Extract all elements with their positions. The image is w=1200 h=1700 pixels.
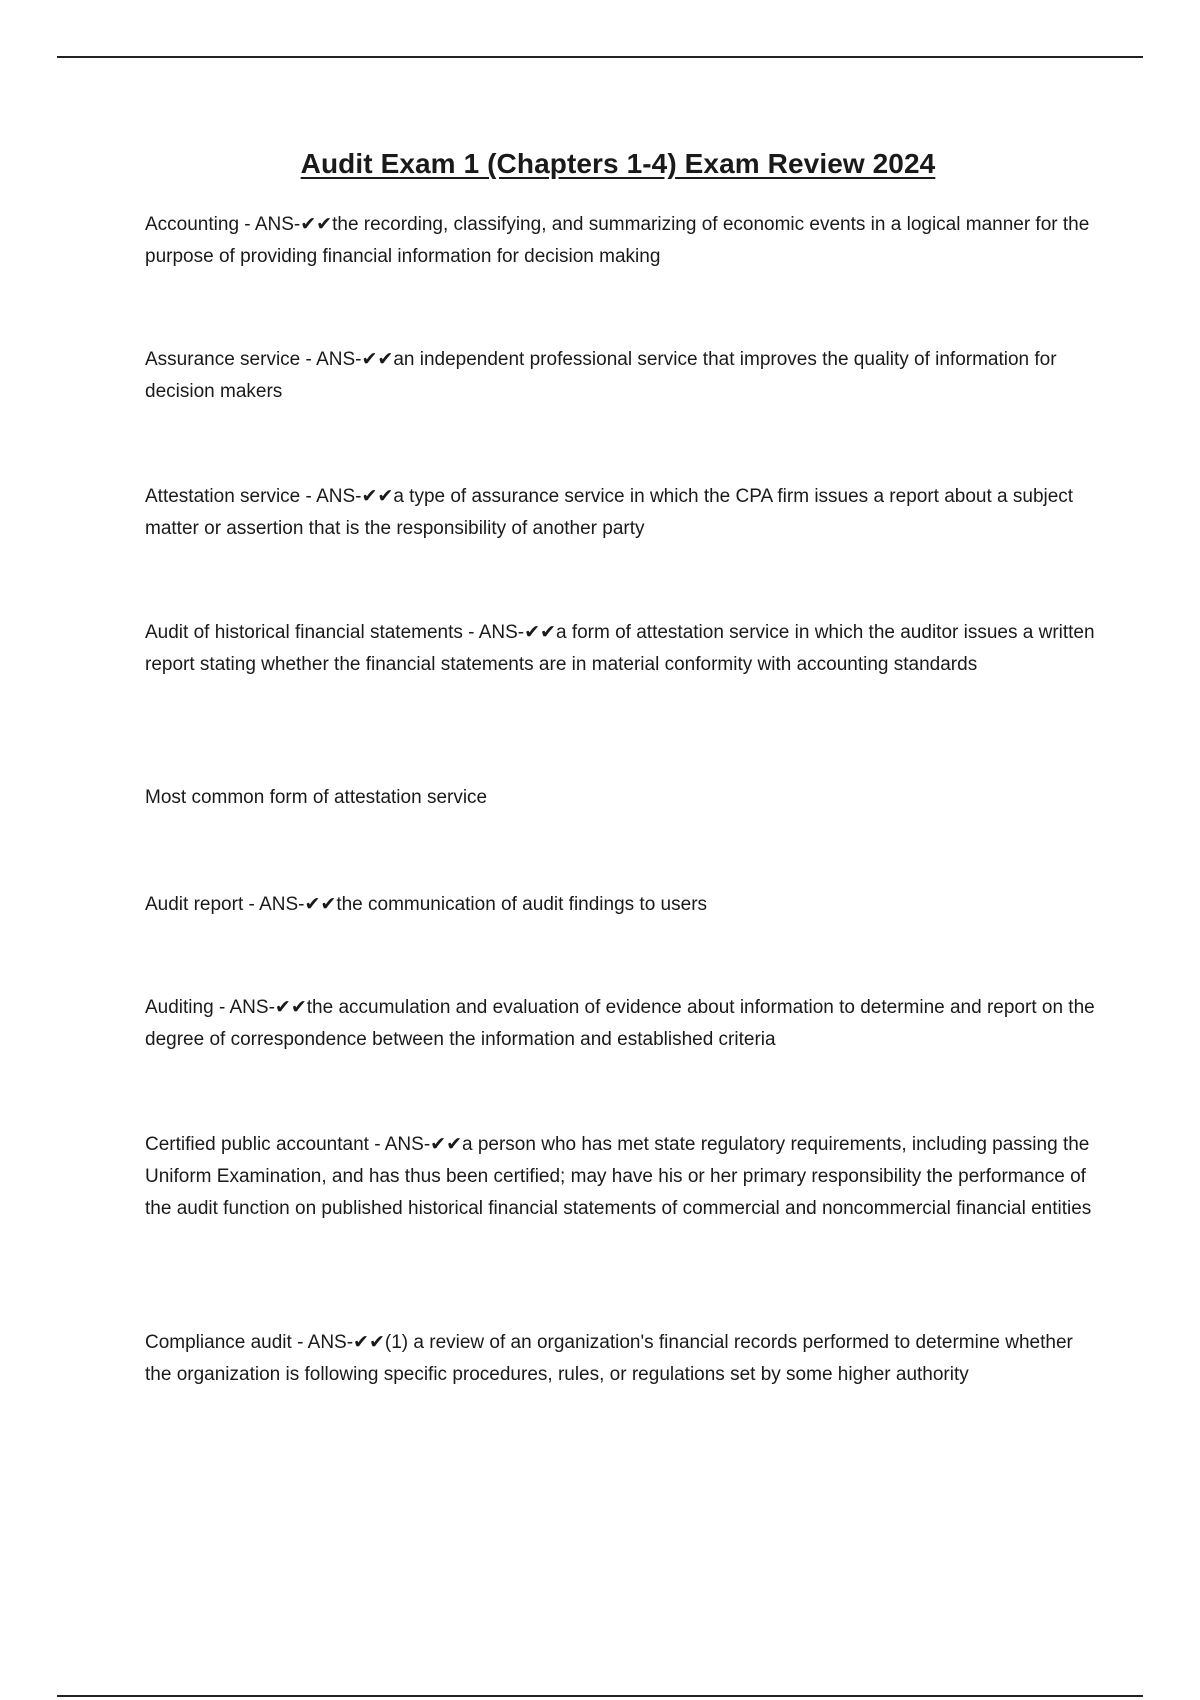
entry-assurance-service [145,343,1095,408]
entry-note-text: Most common form of attestation service [145,787,488,808]
checkmark-icon: ✔✔ [353,1331,385,1353]
checkmark-icon: ✔✔ [361,485,394,507]
entry-separator: - ANS- [300,349,362,370]
entry-definition: (1) a review of an organization's financial records performed to determine whether the organization is following specific procedures, rules, or regulations set by some higher authority [145,1332,1073,1385]
entry-compliance-audit [145,1326,1095,1391]
entry-definition: the accumulation and evaluation of evidence about information to determine and report on the degree of correspondence between the information and established criteria [145,997,1095,1050]
entry-separator: - ANS- [243,894,305,915]
entry-auditing [145,991,1095,1056]
entry-term: Assurance service [145,349,301,370]
entry-term: Auditing [145,997,214,1018]
document-title: Audit Exam 1 (Chapters 1-4) Exam Review 2024 [300,148,936,179]
entry-audit-of-historical-financial-statements [145,616,1095,681]
entry-definition: a form of attestation service in which the auditor issues a written report stating whether the financial statements are in material conformity with accounting standards [145,622,1095,675]
entry-certified-public-accountant [145,1128,1095,1225]
entry-attestation-service [145,480,1095,545]
entry-note [145,782,1095,814]
entry-separator: - ANS- [368,1134,431,1155]
checkmark-icon: ✔✔ [430,1133,462,1155]
checkmark-icon: ✔✔ [300,213,333,235]
entry-separator: - ANS- [291,1332,354,1353]
entry-definition: an independent professional service that improves the quality of information for decision makers [145,349,1057,402]
checkmark-icon: ✔✔ [361,348,394,370]
entry-definition: the recording, classifying, and summarizing of economic events in a logical manner for the purpose of providing financial information for decision making [145,214,1090,267]
entry-separator: - ANS- [239,214,301,235]
entry-definition: a type of assurance service in which the CPA firm issues a report about a subject matter or assertion that is the responsibility of another party [145,486,1074,539]
entry-definition: a person who has met state regulatory requirements, including passing the Uniform Examination, and has thus been certified; may have his or her primary responsibility the performance of the audit function on published historical financial statements of commercial and noncommercial financial entities [145,1134,1092,1219]
entry-term: Compliance audit [145,1332,292,1353]
entry-audit-report [145,888,1095,921]
checkmark-icon: ✔✔ [304,893,337,915]
entry-definition: the communication of audit findings to users [336,894,708,915]
entry-term: Audit report [145,894,244,915]
checkmark-icon: ✔✔ [274,996,307,1018]
entry-separator: - ANS- [462,622,525,643]
entry-separator: - ANS- [300,486,362,507]
top-divider [57,56,1143,58]
entry-term: Certified public accountant [145,1134,369,1155]
entry-term: Accounting [145,214,240,235]
entry-term: Attestation service [145,486,301,507]
bottom-divider [57,1695,1143,1697]
entry-separator: - ANS- [213,997,275,1018]
entry-accounting [145,208,1095,273]
checkmark-icon: ✔✔ [524,621,556,643]
entry-term: Audit of historical financial statements [145,622,463,643]
